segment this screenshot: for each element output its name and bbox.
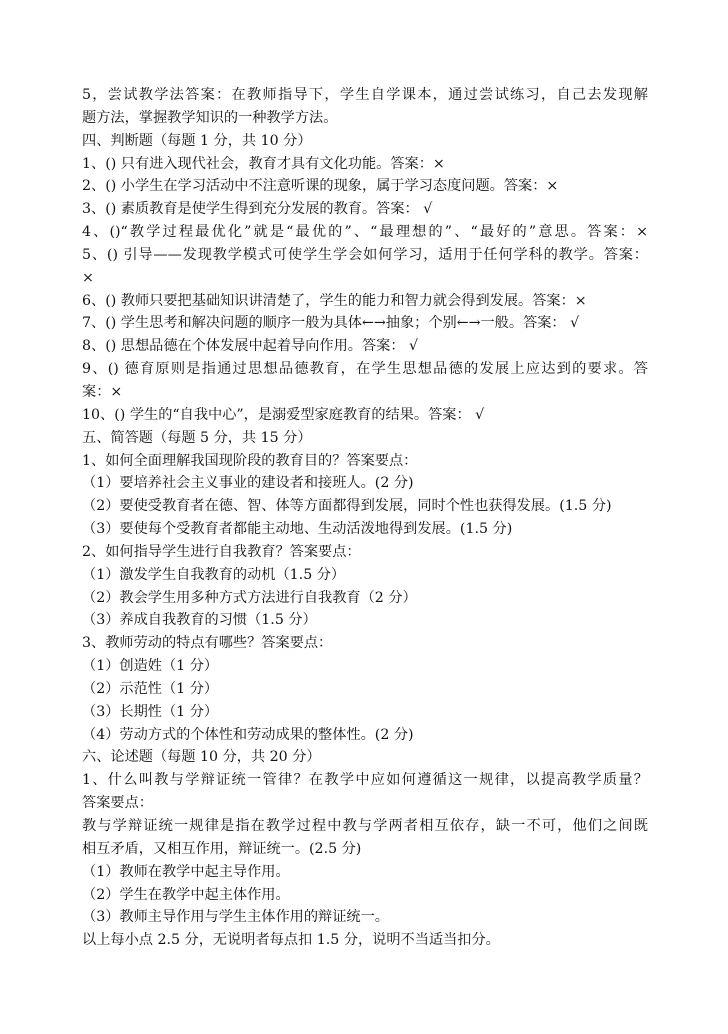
text-line: 相互矛盾，又相互作用，辩证统一。(2.5 分) [82, 840, 362, 857]
text-line: 9、() 德育原则是指通过思想品德教育，在学生思想品德的发展上应达到的要求。答 [82, 361, 648, 378]
text-line: （2）学生在教学中起主体作用。 [82, 886, 290, 903]
text-line: （2）示范性（1 分） [82, 680, 219, 697]
text-line: （2）教会学生用多种方式方法进行自我教育（2 分） [82, 589, 417, 606]
text-line: 以上每小点 2.5 分，无说明者每点扣 1.5 分，说明不当适当扣分。 [82, 932, 500, 949]
text-line: 教与学辩证统一规律是指在教学过程中教与学两者相互依存，缺一不可，他们之间既 [82, 818, 648, 834]
text-line: 2、如何指导学生进行自我教育？答案要点： [82, 543, 361, 560]
text-line: （1）要培养社会主义事业的建设者和接班人。(2 分) [82, 475, 414, 492]
text-line: 3、教师劳动的特点有哪些？答案要点： [82, 635, 333, 652]
text-line: （3）长期性（1 分） [82, 703, 219, 720]
text-line: × [82, 269, 94, 286]
text-line: 6、() 教师只要把基础知识讲清楚了，学生的能力和智力就会得到发展。答案：× [82, 292, 587, 309]
text-line: 2、() 小学生在学习活动中不注意听课的现象，属于学习态度问题。答案：× [82, 178, 559, 195]
document-page [82, 84, 648, 952]
text-line: 7、() 学生思考和解决问题的顺序一般为具体←→抽象；个别←→一般。答案： √ [82, 315, 580, 332]
text-line: 3、() 素质教育是使学生得到充分发展的教育。答案： √ [82, 201, 433, 218]
text-line: （3）要使每个受教育者都能主动地、生动活泼地得到发展。(1.5 分) [82, 521, 513, 538]
text-line: 1、如何全面理解我国现阶段的教育目的？答案要点： [82, 452, 418, 469]
text-line: 4、()“教学过程最优化”就是“最优的”、“最理想的”、“最好的”意思。答案：× [82, 224, 648, 241]
text-line: （1）教师在教学中起主导作用。 [82, 863, 290, 880]
text-line: 答案要点： [82, 795, 153, 812]
text-line: 5、() 引导——发现教学模式可使学生学会如何学习，适用于任何学科的教学。答案： [82, 246, 648, 263]
text-line: 8、() 思想品德在个体发展中起着导向作用。答案： √ [82, 338, 419, 355]
text-line: 题方法，掌握教学知识的一种教学方法。 [82, 109, 338, 126]
text-line: 10、() 学生的“自我中心”，是溺爱型家庭教育的结果。答案： √ [82, 406, 485, 423]
text-line: 案：× [82, 383, 123, 400]
text-line: （3）养成自我教育的习惯（1.5 分） [82, 612, 317, 629]
text-line: （4）劳动方式的个体性和劳动成果的整体性。(2 分) [82, 726, 414, 743]
text-line: 1、什么叫教与学辩证统一管律？在教学中应如何遵循这一规律，以提高教学质量？ [82, 772, 648, 789]
text-line: 1、() 只有进入现代社会，教育才具有文化功能。答案：× [82, 155, 445, 172]
text-line: （2）要使受教育者在德、智、体等方面都得到发展，同时个性也获得发展。(1.5 分) [82, 498, 612, 515]
section-heading-short-answer: 五、简答题（每题 5 分，共 15 分） [82, 429, 312, 446]
text-line: （1）创造姓（1 分） [82, 658, 219, 675]
text-line: 5，尝试教学法答案：在教师指导下，学生自学课本，通过尝试练习，自己去发现解 [82, 87, 648, 103]
text-line: （1）激发学生自我教育的动机（1.5 分） [82, 566, 346, 583]
section-heading-judgement: 四、判断题（每题 1 分，共 10 分） [82, 132, 312, 149]
text-line: （3）教师主导作用与学生主体作用的辩证统一。 [82, 909, 389, 926]
section-heading-essay: 六、论述题（每题 10 分，共 20 分） [82, 749, 321, 766]
